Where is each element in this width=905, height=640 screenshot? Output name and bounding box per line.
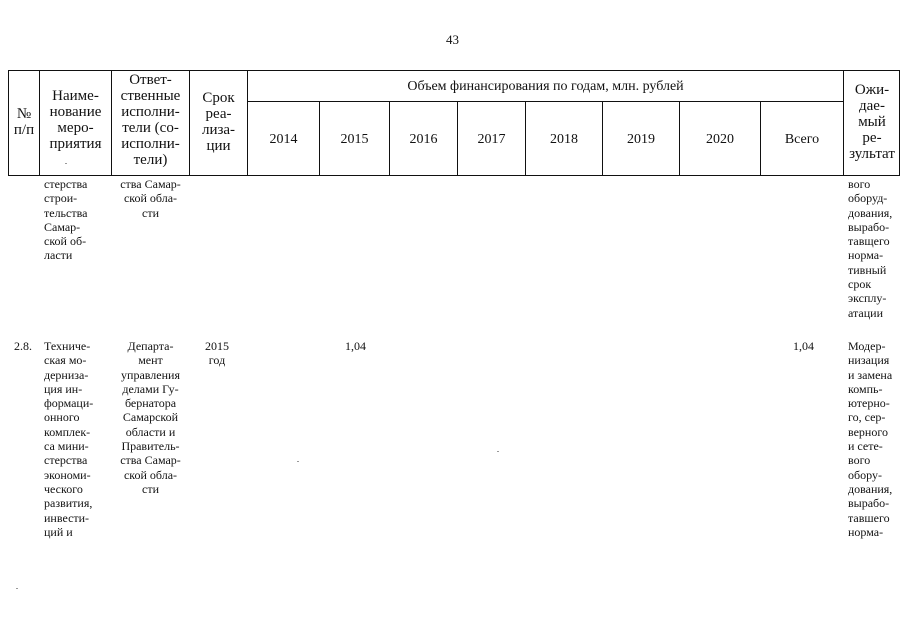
row-2-total: 1,04: [793, 339, 814, 353]
scan-speck: [497, 451, 499, 452]
scan-speck: [16, 588, 18, 589]
header-year-2018: 2018: [550, 132, 578, 147]
header-year-2020: 2020: [706, 132, 734, 147]
header-bottom-border: [8, 175, 900, 176]
funding-subheader-line: [247, 101, 844, 102]
row-2-num: 2.8.: [14, 339, 32, 353]
header-funding-title: Объем финансирования по годам, млн. рублей: [407, 79, 684, 94]
header-year-2014: 2014: [269, 132, 298, 147]
header-year-2016: 2016: [409, 132, 438, 147]
row-1-responsible: ства Самар- ской обла- сти: [120, 177, 181, 220]
header-total: Всего: [784, 132, 820, 147]
row-2-year-2015: 1,04: [345, 339, 366, 353]
header-responsible: Ответ- ственные исполни- тели (со- исполни- тели): [120, 72, 181, 168]
scan-speck: [297, 461, 299, 462]
page-number: 43: [446, 32, 459, 47]
row-1-result: вого оборуд- дования, вырабо- тавщего норма- тивный срок эксплу- атации: [848, 177, 893, 320]
row-2-term: 2015 год: [205, 339, 229, 368]
scan-speck: [65, 163, 67, 164]
header-year-2015: 2015: [340, 132, 369, 147]
row-1-name: стерства строи- тельства Самар- ской об- ласти: [44, 177, 88, 263]
row-2-responsible: Департа- мент управления делами Гу- бернатора Самарской области и Правитель- ства Самар- ской обла- сти: [120, 339, 181, 496]
header-name: Наиме- нование меро- приятия: [49, 88, 102, 152]
row-2-result: Модер- низация и замена компь- ютерно- го, сер- верного и сете- вого обору- дования, вырабо- тавшего норма-: [848, 339, 893, 539]
header-num: № п/п: [13, 106, 35, 138]
header-year-2017: 2017: [477, 132, 506, 147]
header-result: Ожи- дае- мый ре- зультат: [849, 82, 895, 162]
row-2-name: Техниче- ская мо- дерниза- ция ин- формаци- онного комплек- са мини- стерства экономи- ческого развития, инвести- ций и: [44, 339, 94, 539]
header-term: Срок реа- лиза- ции: [201, 90, 236, 154]
table-top-border: [8, 70, 900, 71]
header-year-2019: 2019: [627, 132, 655, 147]
